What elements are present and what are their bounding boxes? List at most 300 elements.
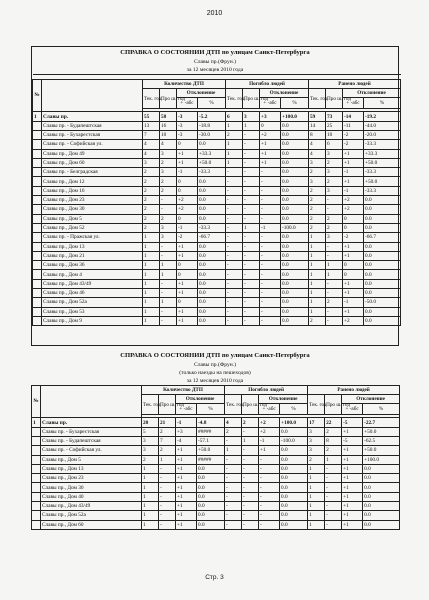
cell-value: - xyxy=(260,196,281,205)
cell-value: - xyxy=(325,483,342,492)
cell-value: 0.0 xyxy=(198,140,226,149)
cell-value: 21 xyxy=(159,418,176,427)
cell-number xyxy=(32,474,41,483)
report-title: СПРАВКА О СОСТОЯНИИ ДТП по улицам Санкт-Петербурга xyxy=(120,49,310,56)
cell-value: 59 xyxy=(309,112,326,121)
cell-value: 1 xyxy=(142,474,159,483)
cell-value: +1 xyxy=(177,158,198,167)
cell-value: +1 xyxy=(177,289,198,298)
cell-value: 3 xyxy=(308,446,325,455)
cell-value: +1 xyxy=(343,158,364,167)
cell-value: 3 xyxy=(308,427,325,436)
cell-value: -66.7 xyxy=(198,233,226,242)
report-title: СПРАВКА О СОСТОЯНИИ ДТП по улицам Санкт-Петербурга xyxy=(120,352,310,359)
cell-value: -30.0 xyxy=(198,130,226,139)
table-row xyxy=(32,474,400,483)
cell-number xyxy=(33,214,42,223)
cell-value: - xyxy=(225,436,242,445)
cell-value: - xyxy=(226,289,243,298)
cell-value: 0.0 xyxy=(363,511,400,520)
cell-value: 4 xyxy=(225,418,242,427)
cell-value: 3 xyxy=(160,233,177,242)
cell-value: 1 xyxy=(226,149,243,158)
cell-value: +100.0 xyxy=(281,112,309,121)
cell-location: Славы пр., Дом 4 xyxy=(42,270,143,279)
cell-value: -1 xyxy=(343,298,364,307)
table-row xyxy=(32,455,400,464)
report-section-1 xyxy=(31,46,399,346)
cell-location: Славы пр., Дом 52а xyxy=(41,511,142,520)
cell-value: - xyxy=(226,270,243,279)
cell-value: - xyxy=(243,251,260,260)
cell-value: 1 xyxy=(243,223,260,232)
cell-value: 3 xyxy=(326,186,343,195)
table-row xyxy=(33,214,401,223)
cell-value: - xyxy=(225,483,242,492)
cell-value: 2 xyxy=(309,316,326,325)
cell-value: 1 xyxy=(226,121,243,130)
cell-value: 0.0 xyxy=(363,464,400,473)
report-filter: (только наезды на пешеходов) xyxy=(179,369,251,376)
cell-value: 0.0 xyxy=(364,261,401,270)
cell-value: 1 xyxy=(309,270,326,279)
cell-value: +2 xyxy=(343,196,364,205)
group-header-dtp: Количество ДТП xyxy=(142,385,225,394)
cell-location: Славы пр. - Бухарестская xyxy=(41,427,142,436)
cell-value: -3 xyxy=(177,130,198,139)
cell-value: +50.0 xyxy=(197,446,225,455)
cell-value: 0.0 xyxy=(280,492,308,501)
cell-value: +2 xyxy=(260,130,281,139)
cell-value: 2 xyxy=(143,196,160,205)
cell-value: +1 xyxy=(177,279,198,288)
pedestrian-accident-table xyxy=(31,385,400,530)
cell-number xyxy=(33,205,42,214)
table-row xyxy=(33,233,401,242)
cell-value: 2 xyxy=(160,186,177,195)
cell-value: -1 xyxy=(177,168,198,177)
cell-value: 1 xyxy=(309,298,326,307)
table-row xyxy=(33,140,401,149)
cell-value: 0.0 xyxy=(280,427,308,436)
col-header-pro: Про ш. год xyxy=(159,394,176,414)
cell-value: 17 xyxy=(308,418,325,427)
cell-number xyxy=(33,242,42,251)
cell-value: +1 xyxy=(343,242,364,251)
cell-location: Славы пр. - Белградская xyxy=(42,168,143,177)
cell-value: 1 xyxy=(143,251,160,260)
cell-value: 0.0 xyxy=(198,316,226,325)
cell-number xyxy=(33,196,42,205)
cell-value: 3 xyxy=(308,436,325,445)
cell-number xyxy=(32,446,41,455)
cell-value: 1 xyxy=(242,436,259,445)
col-header-pct: % xyxy=(197,404,225,415)
col-header-abs: + -абс xyxy=(177,98,198,109)
cell-number xyxy=(33,307,42,316)
cell-location: Славы пр., Дом 9 xyxy=(42,316,143,325)
cell-value: - xyxy=(260,298,281,307)
cell-location: Славы пр., Дом 36 xyxy=(42,261,143,270)
cell-value: - xyxy=(260,307,281,316)
cell-value: - xyxy=(242,520,259,529)
cell-value: 1 xyxy=(142,511,159,520)
cell-value: -100.0 xyxy=(280,436,308,445)
cell-value: 0.0 xyxy=(281,316,309,325)
cell-value: - xyxy=(243,158,260,167)
cell-value: 0.0 xyxy=(198,205,226,214)
cell-location: Славы пр., Дом 21 xyxy=(42,251,143,260)
cell-value: 1 xyxy=(143,261,160,270)
table-row xyxy=(33,289,401,298)
cell-location: Славы пр. - Софийская ул. xyxy=(42,140,143,149)
cell-value: 2 xyxy=(309,168,326,177)
col-header-pct: % xyxy=(198,98,226,109)
cell-value: +1 xyxy=(176,502,197,511)
cell-value: -2 xyxy=(343,130,364,139)
cell-value: 0.0 xyxy=(280,446,308,455)
group-header-killed: Погибло людей xyxy=(225,385,308,394)
col-header-deviation: Отклонение xyxy=(259,394,308,403)
cell-number xyxy=(33,279,42,288)
cell-value: 22 xyxy=(325,418,342,427)
cell-value: 2 xyxy=(226,130,243,139)
cell-value: - xyxy=(159,492,176,501)
cell-value: +1 xyxy=(342,464,363,473)
table-total-row xyxy=(33,112,401,121)
cell-number xyxy=(33,158,42,167)
cell-value: - xyxy=(225,492,242,501)
cell-value: 2 xyxy=(160,158,177,167)
cell-value: 2 xyxy=(143,186,160,195)
cell-value: +33.3 xyxy=(364,149,401,158)
cell-value: -20.0 xyxy=(364,130,401,139)
col-header-tek: Тек. год xyxy=(143,88,160,108)
cell-value: 0.0 xyxy=(363,520,400,529)
cell-location: Славы пр., Дом 13 xyxy=(41,464,142,473)
cell-location: Славы пр., Дом 43/49 xyxy=(41,502,142,511)
cell-number xyxy=(32,492,41,501)
cell-location: Славы пр., Дом 52 xyxy=(42,223,143,232)
cell-value: 2 xyxy=(159,446,176,455)
cell-value: - xyxy=(260,186,281,195)
cell-value: 0.0 xyxy=(197,502,225,511)
table-row xyxy=(33,298,401,307)
cell-value: 1 xyxy=(142,502,159,511)
cell-location: Славы пр., Дом 52а xyxy=(42,298,143,307)
cell-location: Славы пр. - Бухарестская xyxy=(42,130,143,139)
cell-value: 0.0 xyxy=(281,289,309,298)
cell-number xyxy=(33,149,42,158)
table-row xyxy=(33,261,401,270)
cell-value: 1 xyxy=(309,307,326,316)
cell-value: -66.7 xyxy=(364,233,401,242)
cell-value: 0 xyxy=(177,140,198,149)
cell-value: 0.0 xyxy=(281,279,309,288)
table-row xyxy=(33,316,401,325)
cell-value: 0.0 xyxy=(364,279,401,288)
cell-value: 0.0 xyxy=(363,483,400,492)
report-section-2 xyxy=(31,350,399,530)
cell-value: 3 xyxy=(326,168,343,177)
cell-value: +1 xyxy=(343,177,364,186)
cell-value: +2 xyxy=(177,196,198,205)
cell-value: +1 xyxy=(343,307,364,316)
cell-value: +1 xyxy=(177,149,198,158)
cell-value: - xyxy=(259,455,280,464)
cell-value: +1 xyxy=(176,446,197,455)
col-header-deviation: Отклонение xyxy=(342,394,400,403)
table-row xyxy=(32,446,400,455)
cell-value: - xyxy=(243,270,260,279)
col-header-pro: Про ш. год xyxy=(325,394,342,414)
cell-value: - xyxy=(326,316,343,325)
cell-value: 0.0 xyxy=(198,270,226,279)
col-number-header: № xyxy=(32,385,41,418)
cell-value: -19.2 xyxy=(364,112,401,121)
cell-value: - xyxy=(243,214,260,223)
cell-value: -22.7 xyxy=(363,418,400,427)
cell-value: 73 xyxy=(326,112,343,121)
cell-value: 1 xyxy=(143,289,160,298)
table-row xyxy=(33,251,401,260)
cell-value: 0.0 xyxy=(364,242,401,251)
cell-value: 0.0 xyxy=(364,196,401,205)
cell-number xyxy=(33,233,42,242)
cell-value: 7 xyxy=(159,436,176,445)
cell-value: 2 xyxy=(309,223,326,232)
cell-value: 0.0 xyxy=(281,177,309,186)
cell-value: - xyxy=(225,464,242,473)
cell-value: 4 xyxy=(160,140,177,149)
cell-number xyxy=(33,168,42,177)
cell-value: 0.0 xyxy=(197,464,225,473)
cell-value: +33.3 xyxy=(198,149,226,158)
table-row xyxy=(33,223,401,232)
cell-value: 0.0 xyxy=(280,511,308,520)
report-period: за 12 месяцев 2010 года xyxy=(186,66,244,73)
table-body xyxy=(33,112,401,326)
cell-value: - xyxy=(225,455,242,464)
cell-value: - xyxy=(259,492,280,501)
cell-value: 0.0 xyxy=(280,483,308,492)
table-row xyxy=(32,502,400,511)
cell-value: - xyxy=(160,251,177,260)
cell-value: - xyxy=(243,196,260,205)
table-row xyxy=(32,511,400,520)
table-row xyxy=(33,121,401,130)
cell-value: 1 xyxy=(142,492,159,501)
table-row xyxy=(32,436,400,445)
cell-value: 0.0 xyxy=(280,474,308,483)
cell-value: - xyxy=(243,168,260,177)
cell-value: 1 xyxy=(160,298,177,307)
cell-value: 20 xyxy=(142,418,159,427)
cell-value: 0.0 xyxy=(281,233,309,242)
col-header-deviation: Отклонение xyxy=(177,88,226,97)
cell-value: +1 xyxy=(176,464,197,473)
group-header-dtp: Количество ДТП xyxy=(143,79,226,88)
group-header-injured: Ранено людей xyxy=(308,385,400,394)
cell-value: 16 xyxy=(160,121,177,130)
cell-value: +50.0 xyxy=(364,158,401,167)
cell-value: 1 xyxy=(142,464,159,473)
cell-value: 3 xyxy=(243,112,260,121)
table-row xyxy=(33,149,401,158)
cell-value: - xyxy=(243,316,260,325)
cell-value: 0.0 xyxy=(364,316,401,325)
cell-value: - xyxy=(260,214,281,223)
cell-value: 58 xyxy=(160,112,177,121)
cell-value: - xyxy=(260,279,281,288)
cell-value: 3 xyxy=(309,177,326,186)
cell-value: 0.0 xyxy=(198,261,226,270)
cell-value: - xyxy=(225,520,242,529)
cell-number xyxy=(33,316,42,325)
cell-value: +1 xyxy=(342,483,363,492)
cell-value: 1 xyxy=(309,261,326,270)
cell-value: 1 xyxy=(143,242,160,251)
cell-value: - xyxy=(326,251,343,260)
cell-value: 3 xyxy=(326,233,343,242)
cell-value: +2 xyxy=(177,205,198,214)
cell-value: 2 xyxy=(326,177,343,186)
cell-value: -100.0 xyxy=(281,223,309,232)
cell-value: - xyxy=(326,307,343,316)
table-row xyxy=(32,464,400,473)
cell-number xyxy=(33,251,42,260)
page-year: 2010 xyxy=(206,10,223,17)
cell-value: 2 xyxy=(326,214,343,223)
cell-value: ##### xyxy=(197,455,225,464)
cell-value: 2 xyxy=(160,177,177,186)
cell-value: -33.3 xyxy=(364,168,401,177)
cell-number xyxy=(32,464,41,473)
cell-value: - xyxy=(243,233,260,242)
page-number: Стр. 3 xyxy=(205,574,224,581)
table-total-row xyxy=(32,418,400,427)
cell-location: Славы пр., Дом 40 xyxy=(41,492,142,501)
cell-number: 1 xyxy=(33,112,42,121)
cell-value: -1 xyxy=(343,168,364,177)
cell-number xyxy=(33,186,42,195)
cell-value: +2 xyxy=(343,205,364,214)
accident-table xyxy=(32,74,401,327)
cell-value: 0.0 xyxy=(364,270,401,279)
cell-value: - xyxy=(159,464,176,473)
cell-value: 0.0 xyxy=(198,242,226,251)
cell-value: +50.0 xyxy=(363,427,400,436)
cell-value: - xyxy=(242,455,259,464)
cell-location: Славы пр., Дом 23 xyxy=(42,196,143,205)
cell-value: 3 xyxy=(142,446,159,455)
cell-value: +50.0 xyxy=(364,177,401,186)
cell-value: 0.0 xyxy=(198,186,226,195)
cell-value: 1 xyxy=(309,279,326,288)
cell-value: 1 xyxy=(308,492,325,501)
cell-value: 1 xyxy=(326,270,343,279)
cell-value: - xyxy=(325,502,342,511)
cell-value: -57.1 xyxy=(197,436,225,445)
cell-value: +1 xyxy=(343,289,364,298)
cell-value: - xyxy=(325,492,342,501)
cell-value: -1 xyxy=(343,186,364,195)
cell-value: +1 xyxy=(260,158,281,167)
cell-value: - xyxy=(260,205,281,214)
cell-location: Славы пр., Дом 23 xyxy=(41,474,142,483)
cell-value: +2 xyxy=(259,427,280,436)
table-row xyxy=(33,158,401,167)
cell-value: - xyxy=(160,205,177,214)
cell-value: +50.0 xyxy=(363,446,400,455)
cell-value: - xyxy=(159,483,176,492)
cell-value: - xyxy=(242,464,259,473)
cell-value: 2 xyxy=(160,214,177,223)
cell-value: 4 xyxy=(143,140,160,149)
cell-value: - xyxy=(243,289,260,298)
cell-number xyxy=(33,289,42,298)
cell-value: - xyxy=(225,474,242,483)
cell-value: - xyxy=(160,307,177,316)
cell-value: - xyxy=(160,279,177,288)
cell-value: -33.3 xyxy=(364,140,401,149)
cell-value: 55 xyxy=(143,112,160,121)
cell-value: 0.0 xyxy=(281,251,309,260)
cell-value: 0.0 xyxy=(280,455,308,464)
cell-value: 1 xyxy=(142,483,159,492)
cell-value: 0.0 xyxy=(280,464,308,473)
cell-location: Славы пр., Дом 46 xyxy=(42,289,143,298)
cell-value: 7 xyxy=(143,130,160,139)
cell-value: - xyxy=(260,168,281,177)
cell-value: 0.0 xyxy=(281,242,309,251)
cell-value: - xyxy=(160,316,177,325)
cell-value: +100.0 xyxy=(280,418,308,427)
cell-value: 5 xyxy=(142,427,159,436)
cell-value: 4 xyxy=(143,149,160,158)
cell-value: - xyxy=(260,270,281,279)
col-name-header xyxy=(41,385,142,418)
cell-value: 0.0 xyxy=(364,289,401,298)
cell-value: - xyxy=(160,289,177,298)
cell-value: 0.0 xyxy=(198,289,226,298)
cell-value: 1 xyxy=(142,520,159,529)
cell-value: 1 xyxy=(160,261,177,270)
col-header-deviation: Отклонение xyxy=(343,88,401,97)
cell-value: +1 xyxy=(342,520,363,529)
cell-value: -33.3 xyxy=(364,186,401,195)
cell-value: - xyxy=(242,474,259,483)
col-number-header: № xyxy=(33,79,42,112)
cell-value: +1 xyxy=(343,279,364,288)
cell-location: Славы пр., Дом 53 xyxy=(42,307,143,316)
cell-location: Славы пр., Дом 30 xyxy=(41,483,142,492)
cell-value: 2 xyxy=(325,446,342,455)
cell-number xyxy=(33,177,42,186)
cell-value: 0 xyxy=(260,121,281,130)
cell-value: 25 xyxy=(326,121,343,130)
cell-number xyxy=(33,121,42,130)
cell-location: Славы пр., Дом 60 xyxy=(42,158,143,167)
cell-value: - xyxy=(242,502,259,511)
cell-number xyxy=(33,298,42,307)
table-row xyxy=(33,177,401,186)
cell-value: 1 xyxy=(326,261,343,270)
cell-value: 2 xyxy=(142,455,159,464)
cell-value: 0.0 xyxy=(364,307,401,316)
cell-value: - xyxy=(243,242,260,251)
cell-value: 0 xyxy=(177,270,198,279)
